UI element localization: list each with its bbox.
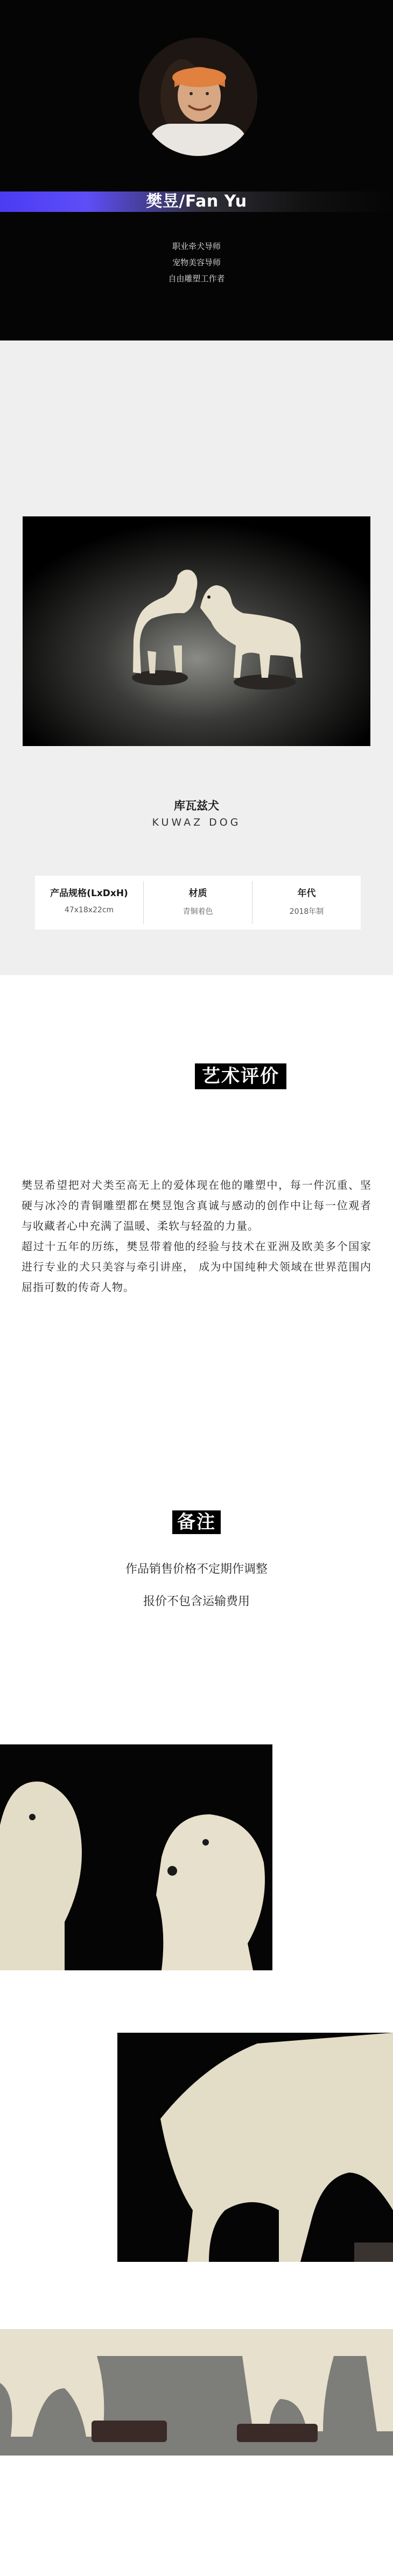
spec-year-label: 年代 xyxy=(297,888,316,899)
spec-year xyxy=(252,876,361,929)
dog-heads-closeup-image xyxy=(0,1744,272,1970)
notes-heading: 备注 xyxy=(172,1510,221,1534)
artwork-photo xyxy=(23,516,370,746)
dog-body-closeup-image xyxy=(117,2033,393,2262)
art-review-heading: 艺术评价 xyxy=(195,1063,286,1089)
artwork-title-zh: 库瓦兹犬 xyxy=(174,799,219,812)
artist-avatar xyxy=(139,38,257,156)
spec-year-value: 2018年制 xyxy=(289,907,324,916)
detail-photo-feet xyxy=(0,2329,393,2456)
review-paragraph: 樊昱希望把对犬类至高无上的爱体现在他的雕塑中，每一件沉重、坚硬与冰冷的青铜雕塑都在樊昱饱含真诚与感动的创作中让每一位观者与收藏者心中充满了温暖、柔软与轻盈的力量。 xyxy=(22,1179,371,1232)
spec-size-value: 47x18x22cm xyxy=(64,906,114,914)
spec-material-value: 青铜着色 xyxy=(183,907,213,916)
spec-material xyxy=(144,876,252,929)
spec-card xyxy=(35,876,361,929)
spec-material-label: 材质 xyxy=(188,888,207,899)
kuwaz-dog-sculpture-image xyxy=(23,516,370,746)
detail-photo-body xyxy=(117,2033,393,2262)
note-price: 作品销售价格不定期作调整 xyxy=(125,1563,268,1576)
artist-portrait-image xyxy=(139,38,257,156)
artist-role-2: 宠物美容导师 xyxy=(172,258,221,267)
artist-name: 樊昱/Fan Yu xyxy=(146,192,247,211)
note-shipping: 报价不包含运输费用 xyxy=(143,1595,250,1608)
dog-feet-bases-image xyxy=(0,2329,393,2456)
review-paragraph: 超过十五年的历练，樊昱带着他的经验与技术在亚洲及欧美多个国家进行专业的犬只美容与牵引讲座， 成为中国纯种犬领域在世界范围内屈指可数的传奇人物。 xyxy=(22,1240,371,1294)
spec-size-label: 产品规格(LxDxH) xyxy=(50,888,128,899)
spec-size xyxy=(35,876,143,929)
art-review-body xyxy=(22,1175,371,1297)
artist-role-3: 自由雕塑工作者 xyxy=(168,274,225,283)
artwork-title-en: KUWAZ DOG xyxy=(152,817,241,828)
artist-role-1: 职业牵犬导师 xyxy=(172,242,221,251)
detail-photo-heads xyxy=(0,1744,272,1970)
